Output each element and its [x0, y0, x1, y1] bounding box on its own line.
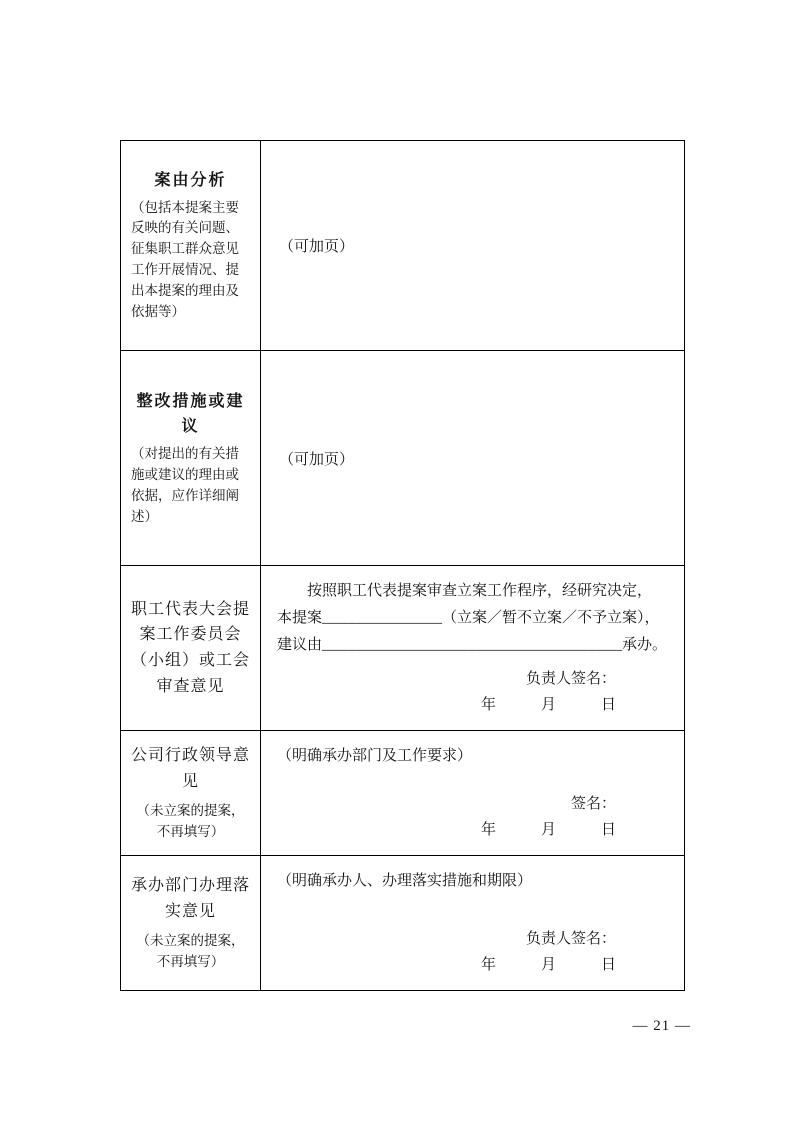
review-line-1: 按照职工代表提案审查立案工作程序，经研究决定， [307, 583, 653, 599]
admin-leader-label-cell [121, 731, 261, 856]
measures-note: （对提出的有关措施或建议的理由或依据，应作详细阐述） [131, 445, 239, 524]
review-opinion-title: 职工代表大会提案工作委员会（小组）或工会审查意见 [131, 600, 251, 695]
admin-leader-note: （未立案的提案，不再填写） [136, 802, 245, 839]
handling-dept-date-line: 年 月 日 [480, 956, 616, 973]
case-analysis-note: （包括本提案主要反映的有关问题、征集职工群众意见工作开展情况、提出本提案的理由及依据等） [131, 199, 239, 320]
handling-dept-signature-block [277, 926, 668, 981]
measures-content-cell [261, 351, 685, 566]
admin-leader-title: 公司行政领导意见 [131, 747, 251, 791]
admin-leader-instruction: （明确承办部门及工作要求） [277, 748, 473, 764]
handling-dept-signature-label: 负责人签名： [525, 930, 616, 947]
measures-title: 整改措施或建议 [136, 392, 245, 436]
review-line-3: 建议由________________________________________承办。 [277, 637, 668, 653]
handling-dept-label-cell [121, 856, 261, 991]
handling-dept-content-cell [261, 856, 685, 991]
admin-leader-content-cell [261, 731, 685, 856]
case-analysis-content-cell [261, 141, 685, 351]
admin-leader-signature-label: 签名： [570, 795, 616, 812]
review-date-line: 年 月 日 [480, 696, 616, 713]
review-opinion-paragraph [277, 578, 668, 659]
case-analysis-label-cell [121, 141, 261, 351]
review-signature-block [277, 666, 668, 721]
handling-dept-instruction: （明确承办人、办理落实措施和期限） [277, 873, 533, 889]
attach-page-note: （可加页） [279, 239, 355, 255]
attach-page-note: （可加页） [279, 451, 355, 468]
proposal-form-table [120, 140, 685, 991]
handling-dept-title: 承办部门办理落实意见 [131, 877, 251, 921]
review-opinion-label-cell [121, 566, 261, 731]
review-line-2: 本提案________________（立案／暂不立案／不予立案）， [277, 610, 660, 626]
review-opinion-content-cell [261, 566, 685, 731]
handling-dept-note: （未立案的提案，不再填写） [136, 932, 245, 969]
review-signature-label: 负责人签名： [525, 670, 616, 687]
admin-leader-date-line: 年 月 日 [480, 821, 616, 838]
admin-leader-signature-block [277, 791, 668, 846]
page-number: — 21 — [632, 1018, 691, 1034]
case-analysis-title: 案由分析 [154, 171, 227, 189]
measures-label-cell [121, 351, 261, 566]
